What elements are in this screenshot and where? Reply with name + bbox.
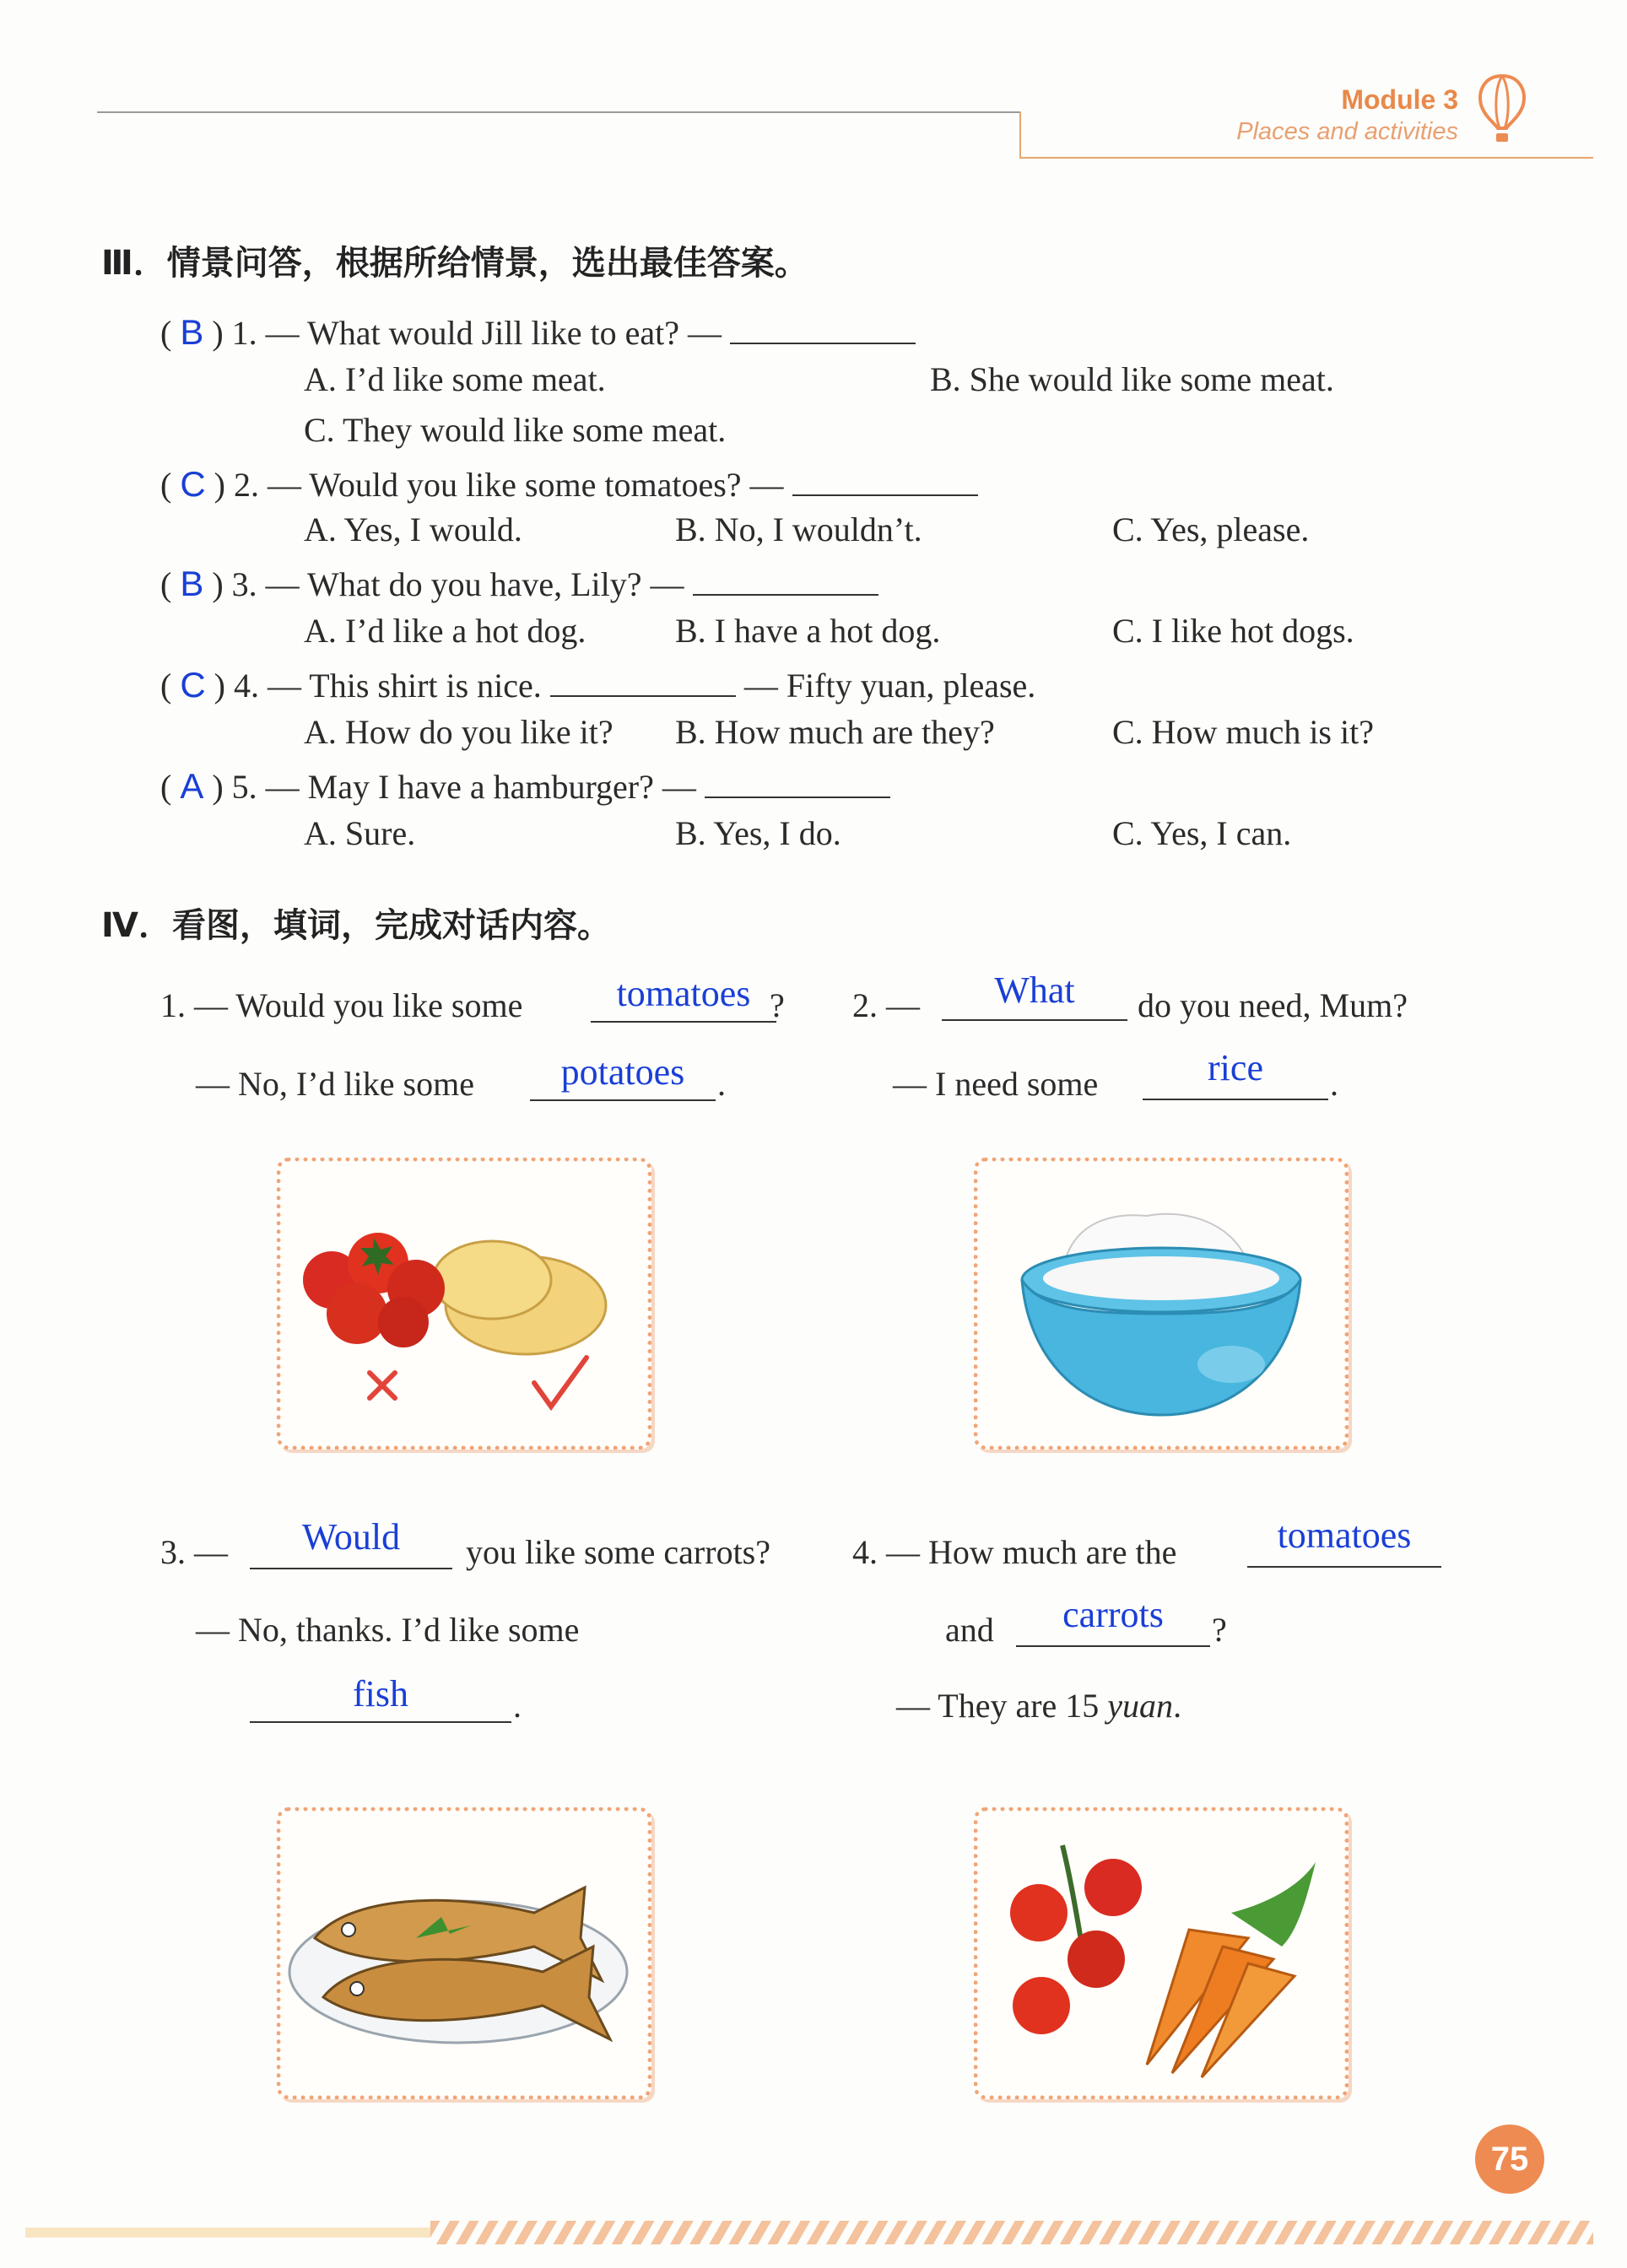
footer-stripe: [430, 2221, 1593, 2244]
dialogue-4-fill-1: tomatoes: [1277, 1515, 1412, 1556]
section-4-heading: Ⅳ．看图，填词，完成对话内容。: [101, 906, 611, 945]
header-rule-accent: [1019, 157, 1593, 159]
dialogue-3-fill-2: fish: [353, 1673, 408, 1714]
rice-bowl-icon: [1022, 1214, 1300, 1415]
option-2b: B. No, I wouldn’t.: [675, 510, 922, 548]
answer-underline: [1143, 1099, 1328, 1100]
dialogue-2-fill-1: What: [994, 969, 1075, 1011]
module-subtitle: Places and activities: [1236, 118, 1458, 145]
dialogue-2-line-1-rest: do you need, Mum?: [1138, 986, 1408, 1024]
answer-4: C: [180, 665, 206, 705]
dialogue-4-line-3: — They are 15 yuan.: [896, 1687, 1182, 1725]
check-icon: [534, 1358, 586, 1407]
footer-bar: [25, 2228, 430, 2238]
option-4b: B. How much are they?: [675, 713, 995, 751]
answer-underline: [591, 1021, 776, 1023]
option-4c: C. How much is it?: [1112, 713, 1374, 751]
carrot-icon: [1147, 1862, 1316, 2077]
option-3b: B. I have a hot dog.: [675, 612, 941, 650]
page-number: 75: [1475, 2125, 1544, 2194]
answer-blank: [792, 464, 978, 496]
potato-icon: [433, 1241, 606, 1354]
option-1b: B. She would like some meat.: [930, 360, 1334, 398]
picture-tomatoes-carrots: [974, 1807, 1349, 2099]
answer-5: A: [180, 766, 204, 806]
dialogue-4-fill-2: carrots: [1062, 1594, 1164, 1635]
question-3: ( B ) 3. — What do you have, Lily? —: [160, 564, 878, 602]
answer-blank: [705, 766, 890, 798]
dialogue-1-line-2: — No, I’d like some: [196, 1065, 474, 1103]
option-3a: A. I’d like a hot dog.: [304, 612, 586, 650]
answer-blank: [730, 312, 916, 344]
option-3c: C. I like hot dogs.: [1112, 612, 1354, 650]
picture-tomatoes-potatoes: [277, 1158, 651, 1450]
header-rule-step: [1019, 111, 1021, 159]
dialogue-2-line-2: — I need some: [893, 1065, 1099, 1103]
period: .: [717, 1065, 726, 1103]
answer-underline: [942, 1019, 1127, 1021]
dialogue-1-fill-1: tomatoes: [616, 973, 751, 1014]
cross-icon: [370, 1373, 395, 1398]
option-2a: A. Yes, I would.: [304, 510, 522, 548]
section-3-heading: Ⅲ．情景问答，根据所给情景，选出最佳答案。: [101, 244, 808, 283]
question-5: ( A ) 5. — May I have a hamburger? —: [160, 766, 890, 804]
dialogue-3-line-1-rest: you like some carrots?: [466, 1533, 770, 1571]
question-mark: ?: [770, 986, 785, 1024]
tomato-icon: [1010, 1845, 1142, 2034]
dialogue-4-line-2: and: [945, 1611, 994, 1649]
answer-3: B: [180, 564, 204, 603]
dialogue-2-fill-2: rice: [1208, 1047, 1263, 1088]
answer-blank: [550, 665, 736, 697]
option-1a: A. I’d like some meat.: [304, 360, 606, 398]
option-5b: B. Yes, I do.: [675, 814, 841, 852]
option-2c: C. Yes, please.: [1112, 510, 1310, 548]
answer-underline: [530, 1099, 716, 1101]
period: .: [513, 1687, 522, 1725]
dialogue-3-line-1: 3. —: [160, 1533, 228, 1571]
answer-underline: [250, 1721, 511, 1723]
answer-1: B: [180, 312, 204, 352]
dialogue-2-line-1: 2. —: [852, 986, 920, 1024]
dialogue-4-line-1: 4. — How much are the: [852, 1533, 1177, 1571]
answer-underline: [1016, 1645, 1210, 1647]
answer-2: C: [180, 464, 206, 504]
question-4: ( C ) 4. — This shirt is nice. — Fifty yuan, please.: [160, 665, 1036, 705]
header-rule: [97, 111, 1021, 113]
option-4a: A. How do you like it?: [304, 713, 614, 751]
answer-underline: [250, 1568, 452, 1569]
option-5a: A. Sure.: [304, 814, 416, 852]
dialogue-3-fill-1: Would: [301, 1516, 401, 1558]
dialogue-3-line-2: — No, thanks. I’d like some: [196, 1611, 580, 1649]
answer-underline: [1247, 1566, 1441, 1568]
hot-air-balloon-icon: [1473, 73, 1532, 148]
picture-rice-bowl: [974, 1158, 1349, 1450]
module-title: Module 3: [1341, 84, 1458, 115]
tomato-icon: [303, 1233, 445, 1347]
picture-fish: [277, 1807, 651, 2099]
fish-plate-icon: [289, 1887, 627, 2043]
option-5c: C. Yes, I can.: [1112, 814, 1292, 852]
question-1: ( B ) 1. — What would Jill like to eat? —: [160, 312, 916, 350]
question-2: ( C ) 2. — Would you like some tomatoes? —: [160, 464, 978, 502]
answer-blank: [693, 564, 878, 596]
question-mark: ?: [1212, 1611, 1227, 1649]
option-1c: C. They would like some meat.: [304, 411, 727, 449]
period: .: [1330, 1065, 1338, 1103]
dialogue-1-line-1: 1. — Would you like some: [160, 986, 523, 1024]
dialogue-1-fill-2: potatoes: [560, 1051, 685, 1093]
